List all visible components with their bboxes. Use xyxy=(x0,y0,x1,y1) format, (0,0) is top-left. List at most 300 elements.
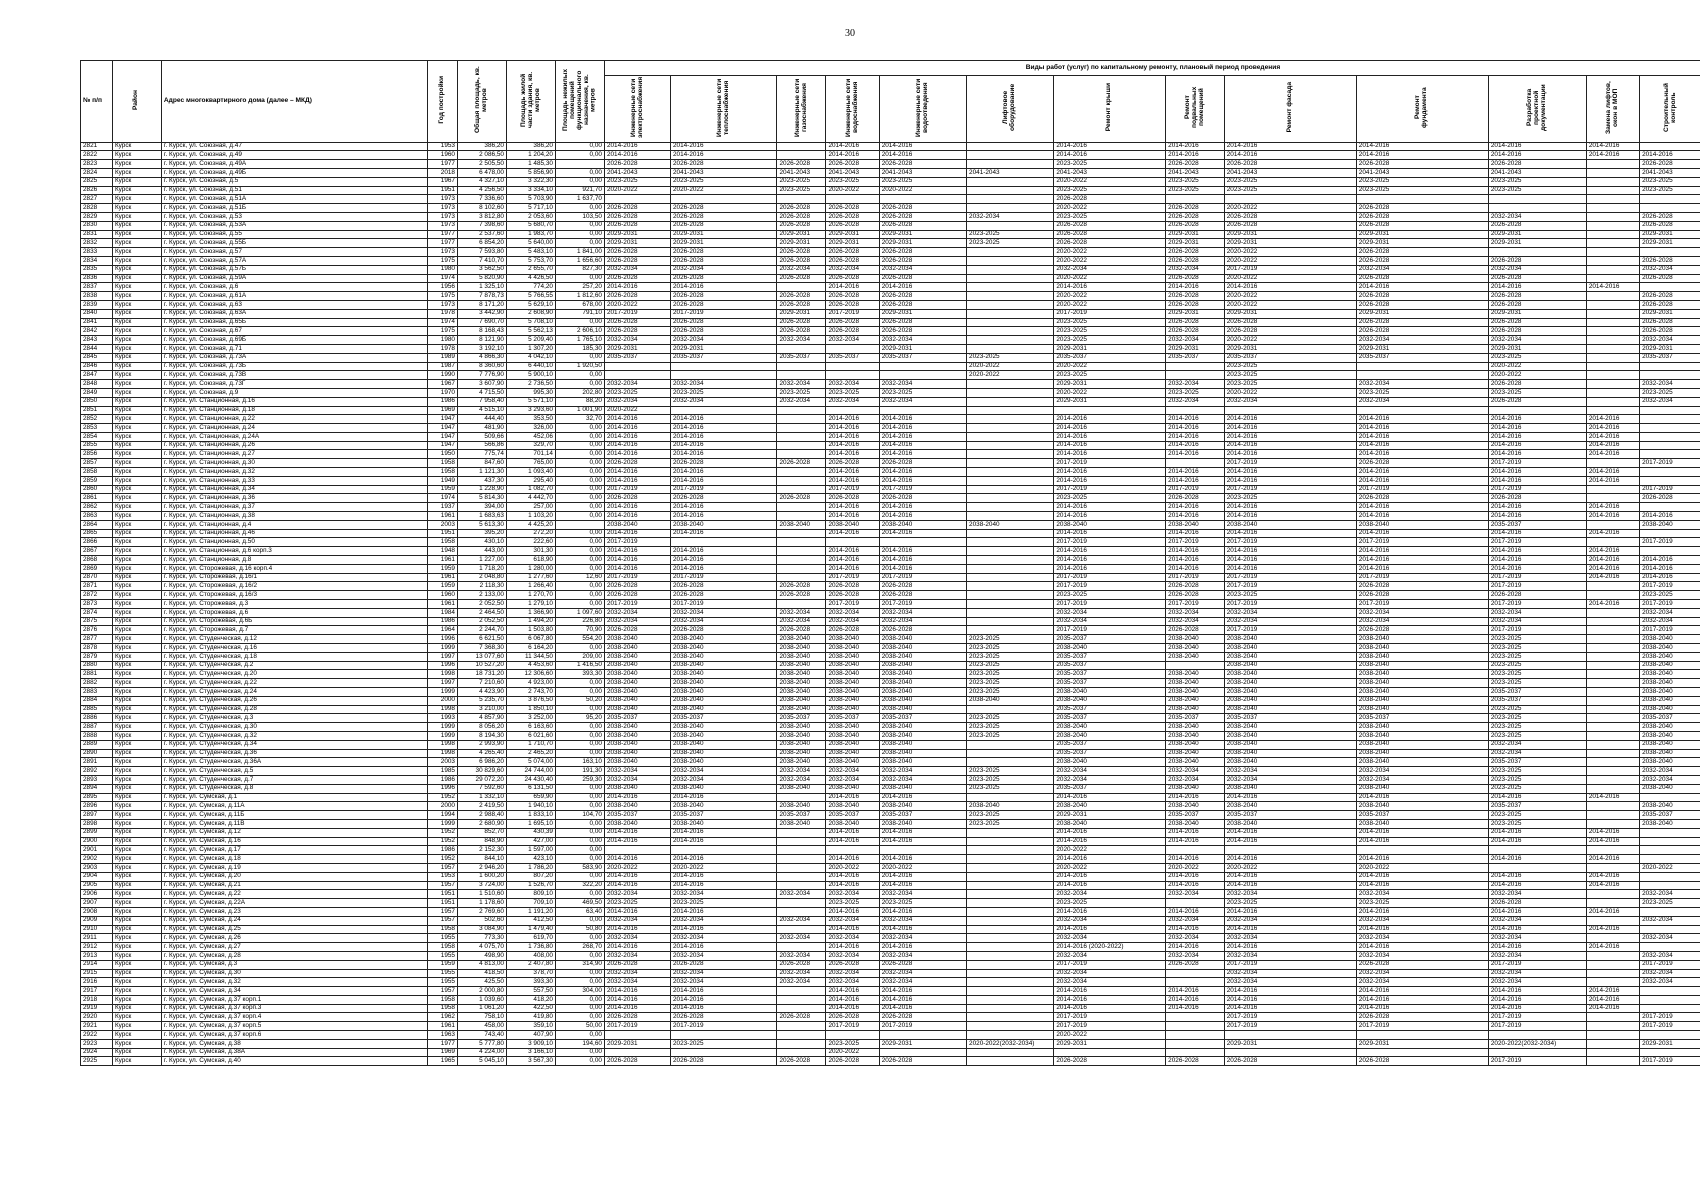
cell-address: г. Курск, ул. Станционная, д.18 xyxy=(161,406,427,415)
cell-electricity: 2014-2016 xyxy=(604,793,670,802)
cell-facade: 2014-2016 xyxy=(1224,1004,1356,1013)
cell-year-built: 1949 xyxy=(428,476,458,485)
cell-water: 2014-2016 xyxy=(826,503,879,512)
cell-heating: 2014-2016 xyxy=(670,793,777,802)
table-row xyxy=(81,450,1700,459)
cell-doors-windows xyxy=(1586,591,1639,600)
cell-electricity: 2026-2028 xyxy=(604,459,670,468)
cell-sewage xyxy=(879,1031,966,1040)
cell-foundation: 2038-2040 xyxy=(1356,784,1488,793)
cell-elevator xyxy=(967,432,1054,441)
cell-project-docs: 2032-2034 xyxy=(1488,336,1586,345)
cell-total-area: 4 224,00 xyxy=(457,1048,506,1057)
cell-facade: 2014-2016 xyxy=(1224,987,1356,996)
cell-water: 2038-2040 xyxy=(826,635,879,644)
cell-foundation: 2014-2016 xyxy=(1356,424,1488,433)
cell-heating: 2026-2028 xyxy=(670,318,777,327)
cell-district: Курск xyxy=(112,468,161,477)
cell-district: Курск xyxy=(112,688,161,697)
cell-elevator xyxy=(967,1013,1054,1022)
cell-water: 2038-2040 xyxy=(826,661,879,670)
cell-water xyxy=(826,406,879,415)
cell-address: г. Курск, ул. Сумская, д.11Б xyxy=(161,811,427,820)
cell-basement: 2014-2016 xyxy=(1166,432,1225,441)
cell-elevator xyxy=(967,151,1054,160)
cell-water: 2026-2028 xyxy=(826,318,879,327)
cell-facade: 2035-2037 xyxy=(1224,714,1356,723)
cell-row-number: 2835 xyxy=(81,265,113,274)
cell-foundation: 2032-2034 xyxy=(1356,265,1488,274)
cell-gas xyxy=(777,283,826,292)
cell-facade: 2014-2016 xyxy=(1224,142,1356,151)
cell-row-number: 2906 xyxy=(81,890,113,899)
cell-heating: 2038-2040 xyxy=(670,784,777,793)
cell-roof: 2014-2016 xyxy=(1054,441,1166,450)
cell-gas: 2026-2028 xyxy=(777,248,826,257)
cell-water: 2032-2034 xyxy=(826,608,879,617)
cell-electricity: 2026-2028 xyxy=(604,494,670,503)
cell-project-docs: 2026-2028 xyxy=(1488,494,1586,503)
cell-facade: 2017-2019 xyxy=(1224,459,1356,468)
cell-heating: 2014-2016 xyxy=(670,283,777,292)
cell-foundation: 2014-2016 xyxy=(1356,151,1488,160)
cell-total-area: 773,30 xyxy=(457,934,506,943)
cell-basement xyxy=(1166,661,1225,670)
cell-nonresidential-area: 0,00 xyxy=(555,485,604,494)
cell-facade: 2026-2028 xyxy=(1224,221,1356,230)
cell-basement: 2014-2016 xyxy=(1166,468,1225,477)
table-row xyxy=(81,371,1700,380)
cell-heating: 2014-2016 xyxy=(670,441,777,450)
cell-year-built: 1999 xyxy=(428,723,458,732)
cell-construction-control: 2014-2016 xyxy=(1640,564,1700,573)
cell-project-docs xyxy=(1488,846,1586,855)
cell-living-area: 5 680,70 xyxy=(506,221,555,230)
cell-row-number: 2825 xyxy=(81,177,113,186)
cell-facade: 2017-2019 xyxy=(1224,582,1356,591)
cell-water: 2038-2040 xyxy=(826,802,879,811)
cell-roof: 2038-2040 xyxy=(1054,644,1166,653)
cell-heating: 2014-2016 xyxy=(670,476,777,485)
cell-address: г. Курск, ул. Сторожевая, д.7 xyxy=(161,626,427,635)
cell-nonresidential-area: 0,00 xyxy=(555,318,604,327)
cell-electricity: 2014-2016 xyxy=(604,855,670,864)
cell-construction-control: 2014-2016 xyxy=(1640,512,1700,521)
cell-row-number: 2824 xyxy=(81,168,113,177)
cell-address: г. Курск, ул. Студенческая, д.30 xyxy=(161,723,427,732)
cell-doors-windows xyxy=(1586,380,1639,389)
cell-year-built: 1962 xyxy=(428,1013,458,1022)
cell-electricity: 2023-2025 xyxy=(604,899,670,908)
cell-doors-windows xyxy=(1586,239,1639,248)
cell-doors-windows xyxy=(1586,186,1639,195)
cell-heating: 2032-2034 xyxy=(670,978,777,987)
cell-heating: 2014-2016 xyxy=(670,529,777,538)
cell-facade: 2035-2037 xyxy=(1224,353,1356,362)
cell-total-area: 1 332,10 xyxy=(457,793,506,802)
cell-construction-control: 2038-2040 xyxy=(1640,635,1700,644)
cell-doors-windows xyxy=(1586,635,1639,644)
cell-sewage: 2038-2040 xyxy=(879,652,966,661)
cell-year-built: 1986 xyxy=(428,617,458,626)
cell-elevator xyxy=(967,582,1054,591)
cell-elevator xyxy=(967,1004,1054,1013)
cell-nonresidential-area: 0,00 xyxy=(555,476,604,485)
table-row xyxy=(81,679,1700,688)
cell-roof: 2032-2034 xyxy=(1054,951,1166,960)
cell-roof: 2035-2037 xyxy=(1054,740,1166,749)
cell-basement: 2032-2034 xyxy=(1166,380,1225,389)
table-row xyxy=(81,300,1700,309)
cell-nonresidential-area: 0,00 xyxy=(555,916,604,925)
cell-address: г. Курск, ул. Станционная, д.50 xyxy=(161,538,427,547)
cell-year-built: 1998 xyxy=(428,705,458,714)
cell-address: г. Курск, ул. Союзная, д.49 xyxy=(161,151,427,160)
cell-year-built: 1986 xyxy=(428,775,458,784)
cell-foundation: 2017-2019 xyxy=(1356,485,1488,494)
cell-district: Курск xyxy=(112,415,161,424)
cell-project-docs: 2032-2034 xyxy=(1488,740,1586,749)
cell-doors-windows xyxy=(1586,221,1639,230)
cell-facade: 2017-2019 xyxy=(1224,1013,1356,1022)
cell-construction-control: 2014-2016 xyxy=(1640,556,1700,565)
table-row xyxy=(81,951,1700,960)
cell-foundation: 2023-2025 xyxy=(1356,899,1488,908)
cell-living-area: 452,06 xyxy=(506,432,555,441)
cell-district: Курск xyxy=(112,916,161,925)
cell-roof: 2014-2016 xyxy=(1054,881,1166,890)
cell-project-docs: 2014-2016 xyxy=(1488,1004,1586,1013)
cell-water: 2038-2040 xyxy=(826,819,879,828)
cell-elevator: 2020-2022 xyxy=(967,371,1054,380)
cell-row-number: 2829 xyxy=(81,212,113,221)
table-row xyxy=(81,212,1700,221)
cell-doors-windows xyxy=(1586,362,1639,371)
cell-basement: 2014-2016 xyxy=(1166,151,1225,160)
cell-doors-windows xyxy=(1586,212,1639,221)
cell-sewage: 2020-2022 xyxy=(879,186,966,195)
cell-foundation: 2014-2016 xyxy=(1356,793,1488,802)
cell-construction-control xyxy=(1640,283,1700,292)
cell-electricity: 2038-2040 xyxy=(604,688,670,697)
cell-construction-control xyxy=(1640,987,1700,996)
cell-sewage: 2038-2040 xyxy=(879,758,966,767)
cell-project-docs: 2032-2034 xyxy=(1488,617,1586,626)
cell-nonresidential-area: 50,80 xyxy=(555,925,604,934)
cell-address: г. Курск, ул. Сумская, д.37 корп.6 xyxy=(161,1031,427,1040)
cell-sewage: 2032-2034 xyxy=(879,767,966,776)
cell-gas: 2029-2031 xyxy=(777,309,826,318)
cell-elevator xyxy=(967,564,1054,573)
cell-foundation: 2029-2031 xyxy=(1356,344,1488,353)
cell-living-area: 619,70 xyxy=(506,934,555,943)
table-row xyxy=(81,380,1700,389)
table-row xyxy=(81,960,1700,969)
cell-project-docs: 2026-2028 xyxy=(1488,221,1586,230)
cell-row-number: 2821 xyxy=(81,142,113,151)
cell-living-area: 1 307,20 xyxy=(506,344,555,353)
cell-year-built: 1967 xyxy=(428,380,458,389)
cell-project-docs: 2023-2025 xyxy=(1488,819,1586,828)
cell-heating xyxy=(670,846,777,855)
cell-year-built: 1959 xyxy=(428,960,458,969)
cell-year-built: 1958 xyxy=(428,943,458,952)
cell-address: г. Курск, ул. Студенческая, д.28 xyxy=(161,705,427,714)
table-row xyxy=(81,969,1700,978)
cell-heating: 2032-2034 xyxy=(670,617,777,626)
table-row xyxy=(81,758,1700,767)
cell-roof: 2017-2019 xyxy=(1054,626,1166,635)
cell-construction-control: 2032-2034 xyxy=(1640,380,1700,389)
cell-project-docs: 2029-2031 xyxy=(1488,344,1586,353)
cell-nonresidential-area: 2 606,10 xyxy=(555,327,604,336)
cell-water: 2014-2016 xyxy=(826,476,879,485)
cell-sewage: 2026-2028 xyxy=(879,212,966,221)
cell-roof: 2020-2022 xyxy=(1054,248,1166,257)
cell-project-docs: 2017-2019 xyxy=(1488,1022,1586,1031)
cell-sewage: 2014-2016 xyxy=(879,828,966,837)
cell-foundation: 2035-2037 xyxy=(1356,811,1488,820)
cell-facade: 2017-2019 xyxy=(1224,265,1356,274)
cell-elevator xyxy=(967,863,1054,872)
cell-facade: 2038-2040 xyxy=(1224,679,1356,688)
cell-year-built: 1986 xyxy=(428,397,458,406)
cell-roof: 2035-2037 xyxy=(1054,749,1166,758)
cell-row-number: 2889 xyxy=(81,740,113,749)
cell-gas: 2038-2040 xyxy=(777,705,826,714)
header-works-group: Виды работ (услуг) по капитальному ремонту, плановый период проведения xyxy=(604,61,1700,76)
header-nonresidential-area: Площадь нежилых помещений функционального назначения, кв. метров xyxy=(555,61,604,143)
cell-project-docs: 2026-2028 xyxy=(1488,397,1586,406)
cell-facade: 2014-2016 xyxy=(1224,564,1356,573)
cell-elevator: 2023-2025 xyxy=(967,661,1054,670)
cell-district: Курск xyxy=(112,819,161,828)
cell-water: 2032-2034 xyxy=(826,617,879,626)
cell-sewage: 2026-2028 xyxy=(879,204,966,213)
cell-water: 2038-2040 xyxy=(826,723,879,732)
cell-living-area: 386,20 xyxy=(506,142,555,151)
cell-electricity: 2032-2034 xyxy=(604,608,670,617)
cell-doors-windows: 2014-2016 xyxy=(1586,600,1639,609)
cell-district: Курск xyxy=(112,529,161,538)
cell-sewage: 2038-2040 xyxy=(879,740,966,749)
cell-row-number: 2922 xyxy=(81,1031,113,1040)
cell-district: Курск xyxy=(112,362,161,371)
cell-electricity: 2038-2040 xyxy=(604,749,670,758)
cell-sewage: 2038-2040 xyxy=(879,802,966,811)
cell-foundation: 2026-2028 xyxy=(1356,1013,1488,1022)
cell-heating: 2029-2031 xyxy=(670,239,777,248)
cell-water: 2014-2016 xyxy=(826,837,879,846)
cell-year-built: 1978 xyxy=(428,309,458,318)
table-row xyxy=(81,1013,1700,1022)
cell-electricity: 2014-2016 xyxy=(604,512,670,521)
cell-foundation: 2026-2028 xyxy=(1356,292,1488,301)
cell-nonresidential-area: 12,60 xyxy=(555,573,604,582)
cell-district: Курск xyxy=(112,1048,161,1057)
cell-nonresidential-area: 0,00 xyxy=(555,934,604,943)
cell-total-area: 758,10 xyxy=(457,1013,506,1022)
cell-basement: 2017-2019 xyxy=(1166,573,1225,582)
cell-roof: 2023-2025 xyxy=(1054,318,1166,327)
cell-basement: 2032-2034 xyxy=(1166,767,1225,776)
cell-water: 2026-2028 xyxy=(826,1057,879,1066)
cell-year-built: 1958 xyxy=(428,538,458,547)
cell-roof: 2017-2019 xyxy=(1054,600,1166,609)
cell-foundation: 2014-2016 xyxy=(1356,943,1488,952)
cell-total-area: 7 410,70 xyxy=(457,256,506,265)
cell-living-area: 3 322,30 xyxy=(506,177,555,186)
cell-living-area: 1 270,70 xyxy=(506,591,555,600)
cell-district: Курск xyxy=(112,978,161,987)
cell-district: Курск xyxy=(112,397,161,406)
cell-heating xyxy=(670,1048,777,1057)
cell-address: г. Курск, ул. Сумская, д.37 корп.1 xyxy=(161,995,427,1004)
table-row xyxy=(81,221,1700,230)
cell-basement: 2038-2040 xyxy=(1166,652,1225,661)
cell-address: г. Курск, ул. Союзная, д.73А xyxy=(161,353,427,362)
cell-total-area: 2 152,30 xyxy=(457,846,506,855)
cell-address: г. Курск, ул. Сумская, д.19 xyxy=(161,863,427,872)
table-row xyxy=(81,626,1700,635)
cell-sewage: 2017-2019 xyxy=(879,573,966,582)
cell-year-built: 1974 xyxy=(428,494,458,503)
cell-nonresidential-area: 0,00 xyxy=(555,837,604,846)
cell-row-number: 2832 xyxy=(81,239,113,248)
cell-address: г. Курск, ул. Студенческая, д.22 xyxy=(161,679,427,688)
cell-gas: 2032-2034 xyxy=(777,934,826,943)
cell-gas: 2026-2028 xyxy=(777,204,826,213)
cell-project-docs: 2026-2028 xyxy=(1488,160,1586,169)
cell-foundation: 2014-2016 xyxy=(1356,987,1488,996)
cell-gas: 2038-2040 xyxy=(777,679,826,688)
cell-total-area: 4 715,50 xyxy=(457,388,506,397)
cell-address: г. Курск, ул. Сумская, д.25 xyxy=(161,925,427,934)
cell-total-area: 3 607,90 xyxy=(457,380,506,389)
cell-roof: 2014-2016 xyxy=(1054,556,1166,565)
cell-gas xyxy=(777,872,826,881)
cell-heating: 2032-2034 xyxy=(670,934,777,943)
cell-heating xyxy=(670,406,777,415)
cell-district: Курск xyxy=(112,547,161,556)
cell-foundation: 2038-2040 xyxy=(1356,670,1488,679)
cell-year-built: 1978 xyxy=(428,344,458,353)
cell-sewage: 2032-2034 xyxy=(879,978,966,987)
cell-living-area: 222,60 xyxy=(506,538,555,547)
cell-project-docs: 2017-2019 xyxy=(1488,1013,1586,1022)
cell-foundation: 2026-2028 xyxy=(1356,300,1488,309)
cell-row-number: 2827 xyxy=(81,195,113,204)
cell-gas: 2038-2040 xyxy=(777,696,826,705)
cell-heating: 2017-2019 xyxy=(670,309,777,318)
cell-nonresidential-area: 268,70 xyxy=(555,943,604,952)
cell-electricity: 2014-2016 xyxy=(604,503,670,512)
cell-electricity: 2038-2040 xyxy=(604,723,670,732)
cell-district: Курск xyxy=(112,995,161,1004)
cell-foundation: 2032-2034 xyxy=(1356,608,1488,617)
cell-elevator xyxy=(967,934,1054,943)
cell-year-built: 1996 xyxy=(428,784,458,793)
cell-foundation: 2026-2028 xyxy=(1356,494,1488,503)
cell-water: 2038-2040 xyxy=(826,696,879,705)
cell-doors-windows xyxy=(1586,978,1639,987)
cell-roof: 2023-2025 xyxy=(1054,899,1166,908)
cell-address: г. Курск, ул. Сумская, д.23 xyxy=(161,907,427,916)
cell-facade: 2014-2016 xyxy=(1224,432,1356,441)
cell-foundation: 2014-2016 xyxy=(1356,837,1488,846)
header-number: № п/п xyxy=(81,61,113,143)
cell-living-area: 1 280,00 xyxy=(506,564,555,573)
cell-electricity: 2026-2028 xyxy=(604,274,670,283)
table-row xyxy=(81,635,1700,644)
cell-elevator xyxy=(967,388,1054,397)
cell-foundation: 2020-2022 xyxy=(1356,863,1488,872)
cell-water: 2032-2034 xyxy=(826,265,879,274)
cell-total-area: 7 210,60 xyxy=(457,679,506,688)
table-row xyxy=(81,151,1700,160)
cell-heating: 2032-2034 xyxy=(670,265,777,274)
cell-construction-control xyxy=(1640,995,1700,1004)
cell-basement: 2014-2016 xyxy=(1166,793,1225,802)
cell-project-docs: 2023-2025 xyxy=(1488,186,1586,195)
cell-district: Курск xyxy=(112,635,161,644)
cell-roof: 2014-2016 xyxy=(1054,512,1166,521)
cell-address: г. Курск, ул. Сумская, д.18 xyxy=(161,855,427,864)
table-row xyxy=(81,476,1700,485)
cell-sewage: 2038-2040 xyxy=(879,661,966,670)
cell-year-built: 1970 xyxy=(428,388,458,397)
cell-address: г. Курск, ул. Союзная, д.67 xyxy=(161,327,427,336)
cell-total-area: 1 121,30 xyxy=(457,468,506,477)
header-year-built: Год постройки xyxy=(428,61,458,143)
cell-foundation: 2014-2016 xyxy=(1356,512,1488,521)
cell-row-number: 2878 xyxy=(81,644,113,653)
cell-foundation: 2032-2034 xyxy=(1356,978,1488,987)
cell-construction-control xyxy=(1640,872,1700,881)
cell-construction-control: 2038-2040 xyxy=(1640,661,1700,670)
cell-construction-control: 2038-2040 xyxy=(1640,723,1700,732)
cell-row-number: 2924 xyxy=(81,1048,113,1057)
cell-year-built: 1964 xyxy=(428,626,458,635)
cell-elevator xyxy=(967,494,1054,503)
cell-elevator: 2020-2022(2032-2034) xyxy=(967,1039,1054,1048)
cell-construction-control: 2032-2034 xyxy=(1640,608,1700,617)
cell-address: г. Курск, ул. Сторожевая, д.3 xyxy=(161,600,427,609)
cell-sewage: 2038-2040 xyxy=(879,635,966,644)
cell-nonresidential-area: 0,00 xyxy=(555,978,604,987)
cell-nonresidential-area: 0,00 xyxy=(555,168,604,177)
cell-year-built: 2003 xyxy=(428,758,458,767)
cell-living-area: 430,39 xyxy=(506,828,555,837)
cell-heating: 2029-2031 xyxy=(670,230,777,239)
cell-roof: 2014-2016 xyxy=(1054,855,1166,864)
cell-project-docs: 2023-2025 xyxy=(1488,644,1586,653)
cell-water: 2026-2028 xyxy=(826,221,879,230)
cell-doors-windows xyxy=(1586,538,1639,547)
cell-sewage: 2032-2034 xyxy=(879,916,966,925)
cell-doors-windows: 2014-2016 xyxy=(1586,828,1639,837)
cell-basement: 2026-2028 xyxy=(1166,248,1225,257)
cell-nonresidential-area: 322,20 xyxy=(555,881,604,890)
cell-roof: 2020-2022 xyxy=(1054,256,1166,265)
cell-facade: 2014-2016 xyxy=(1224,855,1356,864)
cell-project-docs: 2014-2016 xyxy=(1488,441,1586,450)
cell-project-docs: 2026-2028 xyxy=(1488,327,1586,336)
cell-roof: 2026-2028 xyxy=(1054,230,1166,239)
cell-nonresidential-area: 583,90 xyxy=(555,863,604,872)
cell-elevator xyxy=(967,538,1054,547)
cell-year-built: 1998 xyxy=(428,749,458,758)
